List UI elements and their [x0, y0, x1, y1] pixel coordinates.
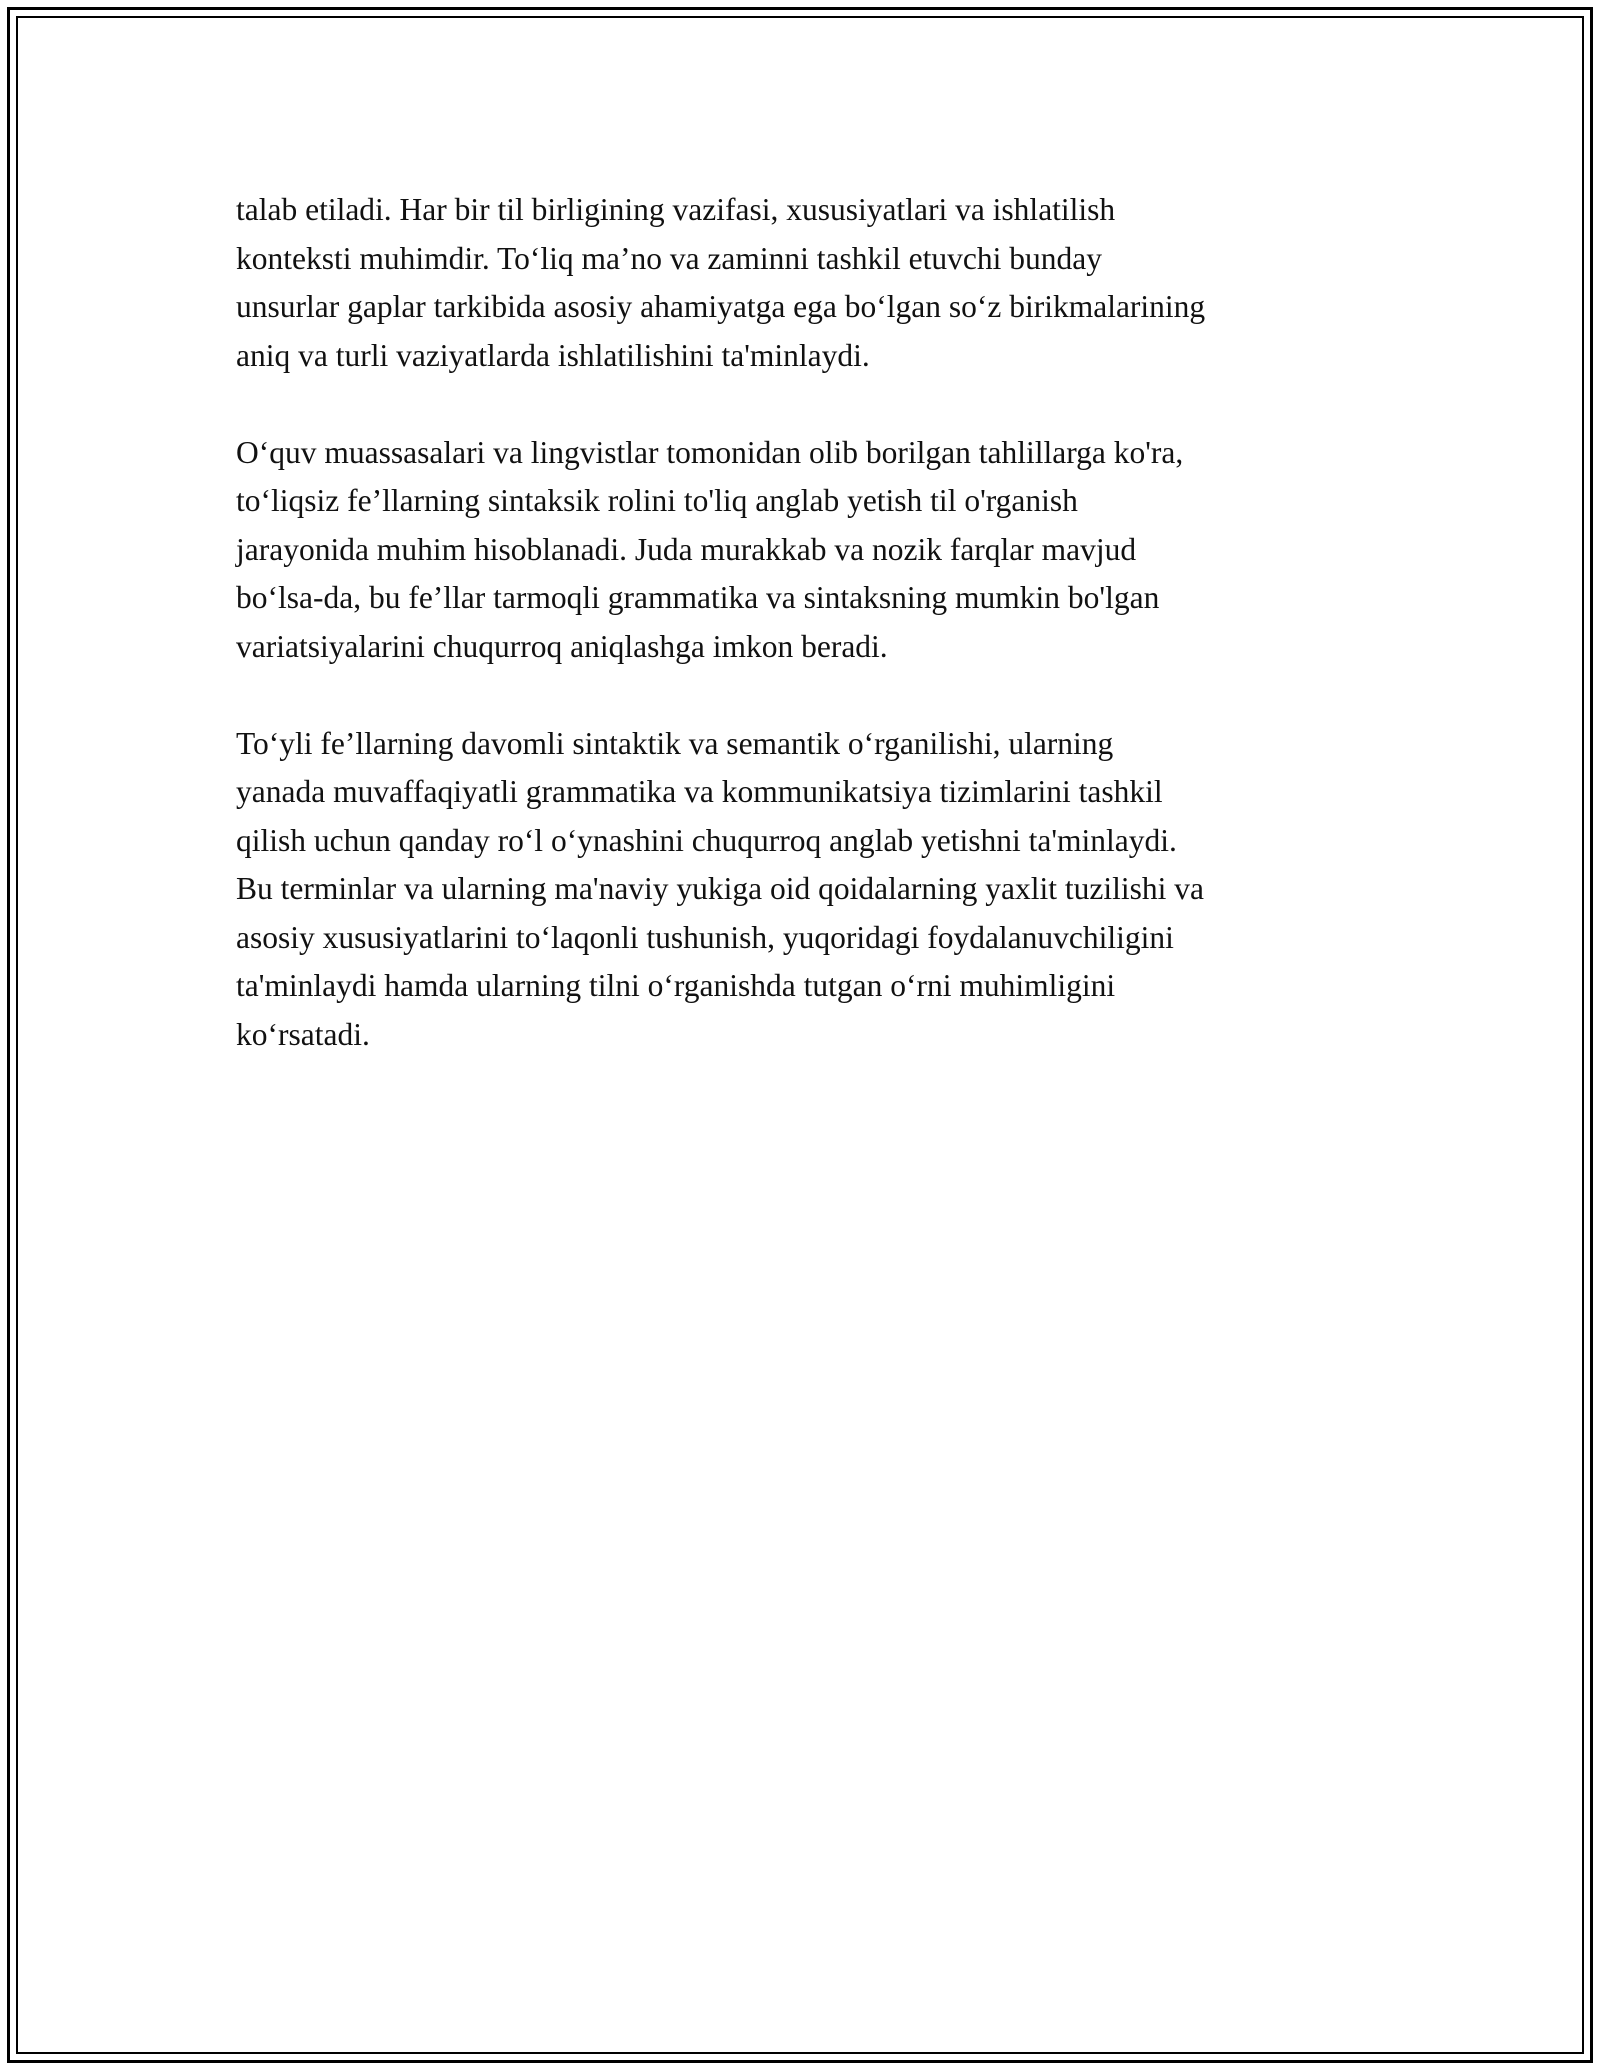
document-body — [236, 186, 1376, 1108]
paragraph-1: talab etiladi. Har bir til birligining vazifasi, xususiyatlari va ishlatilish konteksti muhimdir. To‘liq ma’no va zaminni tashkil etuvchi bunday unsurlar gaplar tarkibida asosiy ahamiyatga ega bo‘lgan so‘z birikmalarining aniq va turli vaziyatlarda ishlatilishini ta'minlaydi. — [236, 192, 1206, 373]
paragraph-3: To‘yli fe’llarning davomli sintaktik va semantik o‘rganilishi, ularning yanada muvaffaqiyatli grammatika va kommunikatsiya tizimlarini tashkil qilish uchun qanday ro‘l o‘ynashini chuqurroq anglab yetishni ta'minlaydi. Bu terminlar va ularning ma'naviy yukiga oid qoidalarning yaxlit tuzilishi va asosiy xususiyatlarini to‘laqonli tushunish, yuqoridagi foydalanuvchiligini ta'minlaydi hamda ularning tilni o‘rganishda tutgan o‘rni muhimligini ko‘rsatadi. — [236, 725, 1204, 1052]
paragraph-2: O‘quv muassasalari va lingvistlar tomonidan olib borilgan tahlillarga ko'ra, to‘liqsiz fe’llarning sintaksik rolini to'liq anglab yetish til o'rganish jarayonida muhim hisoblanadi. Juda murakkab va nozik farqlar mavjud bo‘lsa-da, bu fe’llar tarmoqli grammatika va sintaksning mumkin bo'lgan variatsiyalarini chuqurroq aniqlashga imkon beradi. — [236, 434, 1184, 664]
